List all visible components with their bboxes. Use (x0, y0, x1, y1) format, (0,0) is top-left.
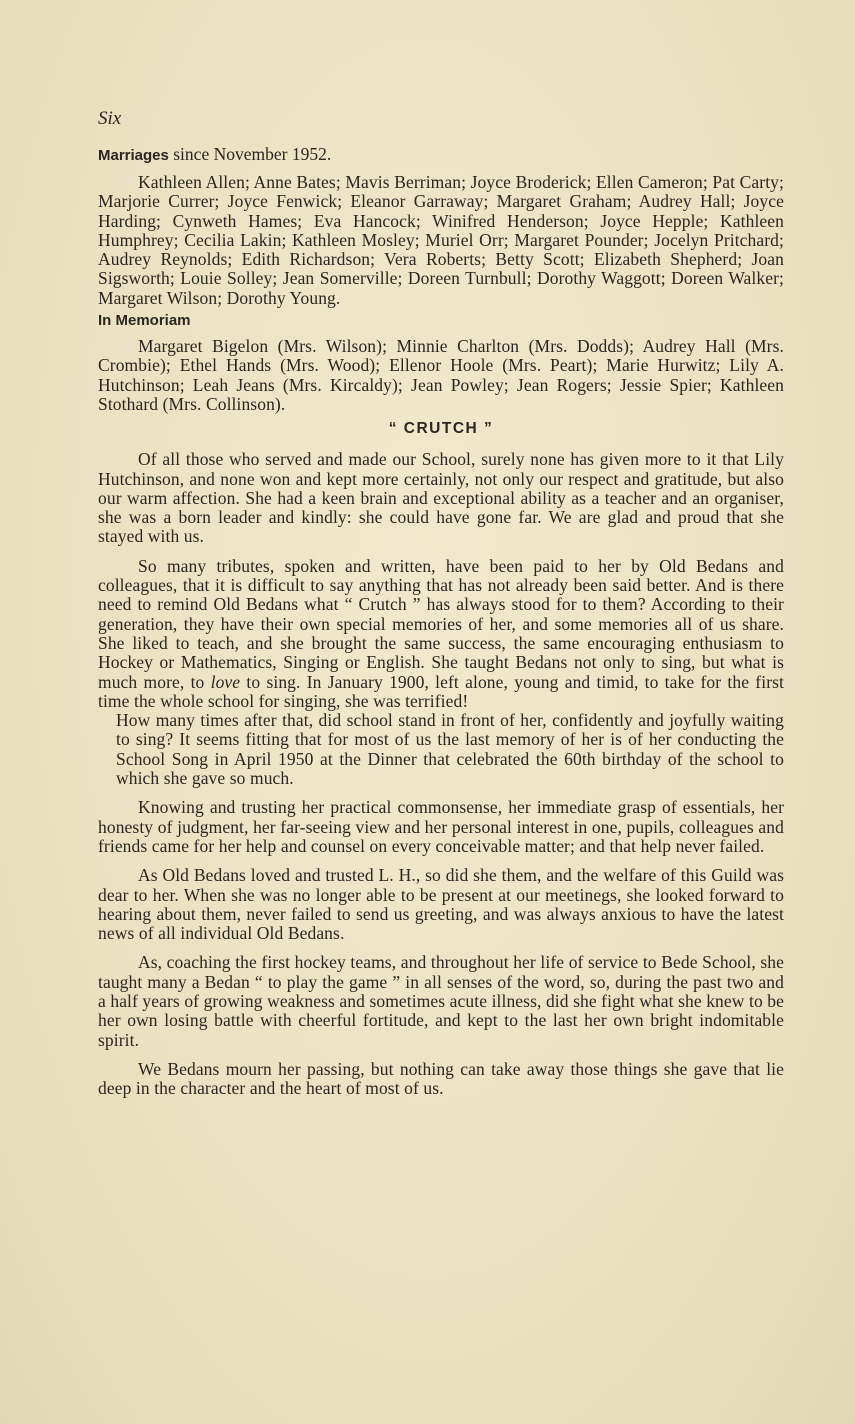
crutch-title: “ CRUTCH ” (388, 420, 494, 438)
memoriam-names: Margaret Bigelon (Mrs. Wilson); Minnie Charlton (Mrs. Dodds); Audrey Hall (Mrs. Crombie); Ethel Hands (Mrs. Wood); Ellenor Hoole (Mrs. Peart); Marie Hurwitz; Lily A. Hutchinson; Leah Jeans (Mrs. Kircaldy); Jean Powley; Jean Rogers; Jessie Spier; Kathleen Stothard (Mrs. Collinson). (98, 336, 784, 414)
crutch-paragraph-2-start: So many tributes, spoken and written, have been paid to her by Old Bedans and colleagues, that it is difficult to say anything that has not already been said better. And is there need to remind Old Bedans what “ Crutch ” has always stood for to them? According to their generation, they have their own special memories of her, and some memories all of us share. She liked to teach, and she brought the same success, the same encouraging enthusiasm to Hockey or Mathematics, Singing or English. She taught Bedans not only to sing, but what is much more, to (98, 555, 784, 692)
crutch-paragraph-7: We Bedans mourn her passing, but nothing can take away those things she gave that lie deep in the character and the heart of most of us. (98, 1058, 784, 1099)
crutch-paragraph-2-end: to sing. In January 1900, left alone, young and timid, to take for the first time the whole school for singing, she was terrified! (98, 671, 784, 711)
memoriam-heading: In Memoriam (98, 312, 191, 330)
page-content (98, 108, 784, 1108)
crutch-paragraph-2-emphasis: love (210, 671, 241, 692)
crutch-paragraph-2 (98, 557, 784, 711)
crutch-paragraph-5: As Old Bedans loved and trusted L. H., so did she them, and the welfare of this Guild was dear to her. When she was no longer able to be present at our meetinegs, she looked forward to hearing about them, never failed to send us greeting, and was always anxious to have the latest news of all individual Old Bedans. (98, 865, 784, 944)
crutch-paragraph-1: Of all those who served and made our School, surely none has given more to it that Lily Hutchinson, and none won and kept more certainly, not only our respect and gratitude, but also our warm affection. She had a keen brain and exceptional ability as a teacher and an organiser, she was a born leader and kindly: she could have gone far. We are glad and proud that she stayed with us. (98, 449, 784, 547)
page-number: Six (98, 108, 122, 129)
memoriam-heading-line (98, 312, 784, 330)
marriages-heading: Marriages (98, 147, 169, 164)
crutch-paragraph-6: As, coaching the first hockey teams, and throughout her life of service to Bede School, she taught many a Bedan “ to play the game ” in all senses of the word, so, during the past two and a half years of growing weakness and sometimes acute illness, did she fight what she knew to be her own losing battle with cheerful fortitude, and kept to the last her own bright indomitable spirit. (98, 952, 784, 1050)
marriages-heading-line (98, 144, 784, 165)
crutch-paragraph-3: How many times after that, did school stand in front of her, confidently and joyfully waiting to sing? It seems fitting that for most of us the last memory of her is of her conducting the School Song in April 1950 at the Dinner that celebrated the 60th birthday of the school to which she gave so much. (116, 710, 784, 789)
marriages-since: since November 1952. (173, 144, 332, 164)
marriages-names: Kathleen Allen; Anne Bates; Mavis Berriman; Joyce Broderick; Ellen Cameron; Pat Carty; Marjorie Currer; Joyce Fenwick; Eleanor Garraway; Margaret Graham; Audrey Hall; Joyce Harding; Cynweth Hames; Eva Hancock; Winifred Henderson; Joyce Hepple; Kathleen Humphrey; Cecilia Lakin; Kathleen Mosley; Muriel Orr; Margaret Pounder; Jocelyn Pritchard; Audrey Reynolds; Edith Richardson; Vera Roberts; Betty Scott; Elizabeth Shepherd; Joan Sigsworth; Louie Solley; Jean Somerville; Doreen Turnbull; Dorothy Waggott; Doreen Walker; Margaret Wilson; Dorothy Young. (98, 172, 784, 308)
crutch-paragraph-4: Knowing and trusting her practical commonsense, her immediate grasp of essentials, her honesty of judgment, her far-seeing view and her personal interest in one, pupils, colleagues and friends came for her help and counsel on every conceivable matter; and that help never failed. (98, 797, 784, 856)
